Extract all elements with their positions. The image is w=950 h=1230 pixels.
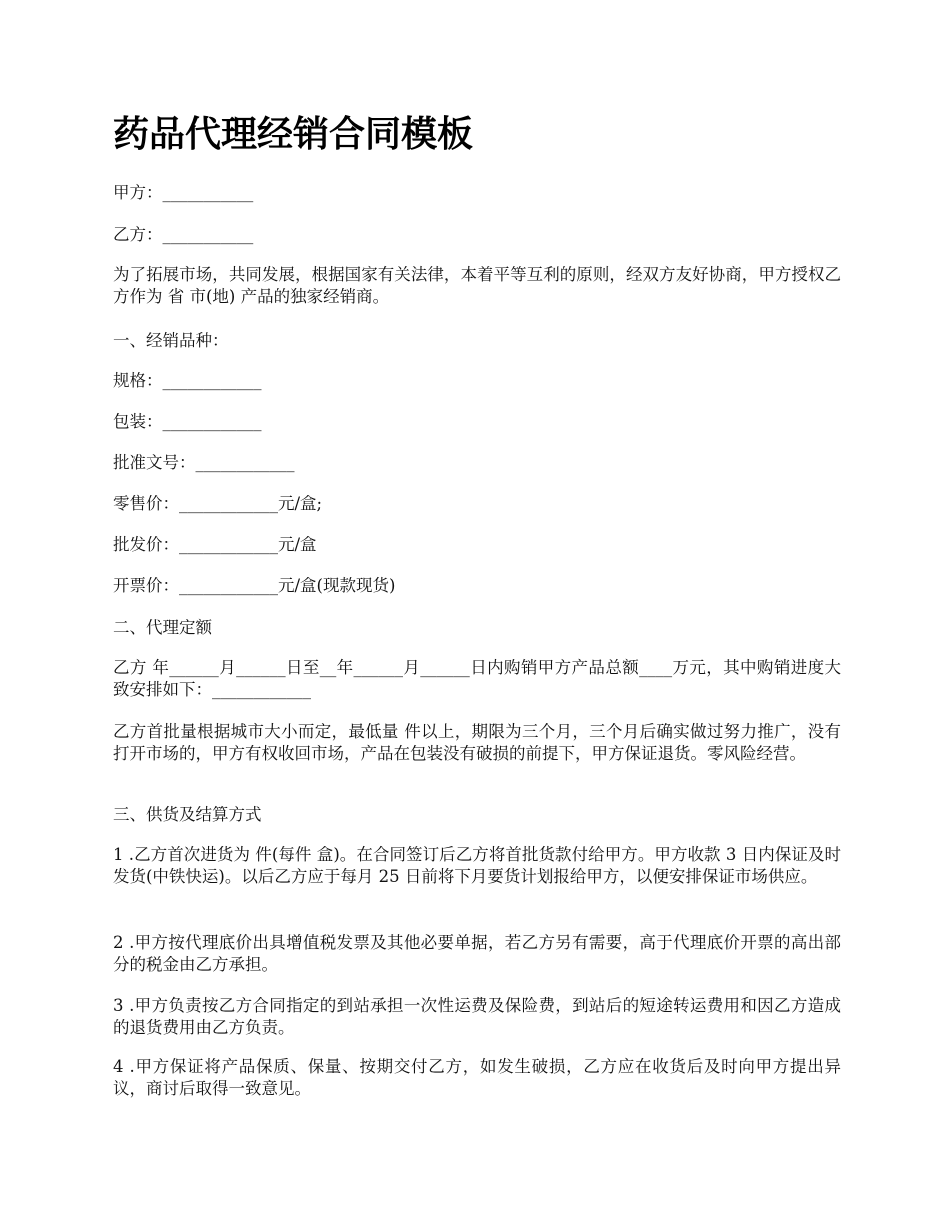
wholesale-price-field: 批发价：____________元/盒 [113, 535, 317, 554]
quota-paragraph: 乙方 年______月______日至__年______月______日内购销甲方产品总额____万元，其中购销进度大致安排如下：____________ [113, 658, 841, 699]
party-a-line: 甲方：___________ [113, 183, 254, 202]
retail-price-field: 零售价：____________元/盒; [113, 494, 323, 513]
supply-clause-3: 3 .甲方负责按乙方合同指定的到站承担一次性运费及保险费，到站后的短途转运费用和因乙方造成的退货费用由乙方负责。 [113, 996, 841, 1037]
party-b-line: 乙方：___________ [113, 225, 254, 244]
approval-number-field: 批准文号：____________ [113, 453, 295, 472]
invoice-price-field: 开票价：____________元/盒(现款现货) [113, 576, 396, 595]
spec-field: 规格：____________ [113, 371, 262, 390]
supply-clause-1: 1 .乙方首次进货为 件(每件 盒)。在合同签订后乙方将首批货款付给甲方。甲方收款 3 日内保证及时发货(中铁快运)。以后乙方应于每月 25 日前将下月要货计划报给甲方，以便安排保证市场供应。 [113, 845, 841, 886]
supply-clause-2: 2 .甲方按代理底价出具增值税发票及其他必要单据，若乙方另有需要，高于代理底价开票的高出部分的税金由乙方承担。 [113, 933, 841, 974]
first-batch-paragraph: 乙方首批量根据城市大小而定，最低量 件以上，期限为三个月，三个月后确实做过努力推广，没有打开市场的，甲方有权收回市场，产品在包装没有破损的前提下，甲方保证退货。零风险经营。 [113, 722, 841, 763]
section2-heading: 二、代理定额 [113, 618, 212, 637]
section1-heading: 一、经销品种： [113, 331, 229, 350]
intro-paragraph: 为了拓展市场，共同发展，根据国家有关法律，本着平等互利的原则，经双方友好协商，甲方授权乙方作为 省 市(地) 产品的独家经销商。 [113, 265, 841, 306]
packaging-field: 包装：____________ [113, 412, 262, 431]
page-title: 药品代理经销合同模板 [113, 114, 474, 155]
section3-heading: 三、供货及结算方式 [113, 805, 262, 824]
supply-clause-4: 4 .甲方保证将产品保质、保量、按期交付乙方，如发生破损，乙方应在收货后及时向甲方提出异议，商讨后取得一致意见。 [113, 1057, 841, 1098]
